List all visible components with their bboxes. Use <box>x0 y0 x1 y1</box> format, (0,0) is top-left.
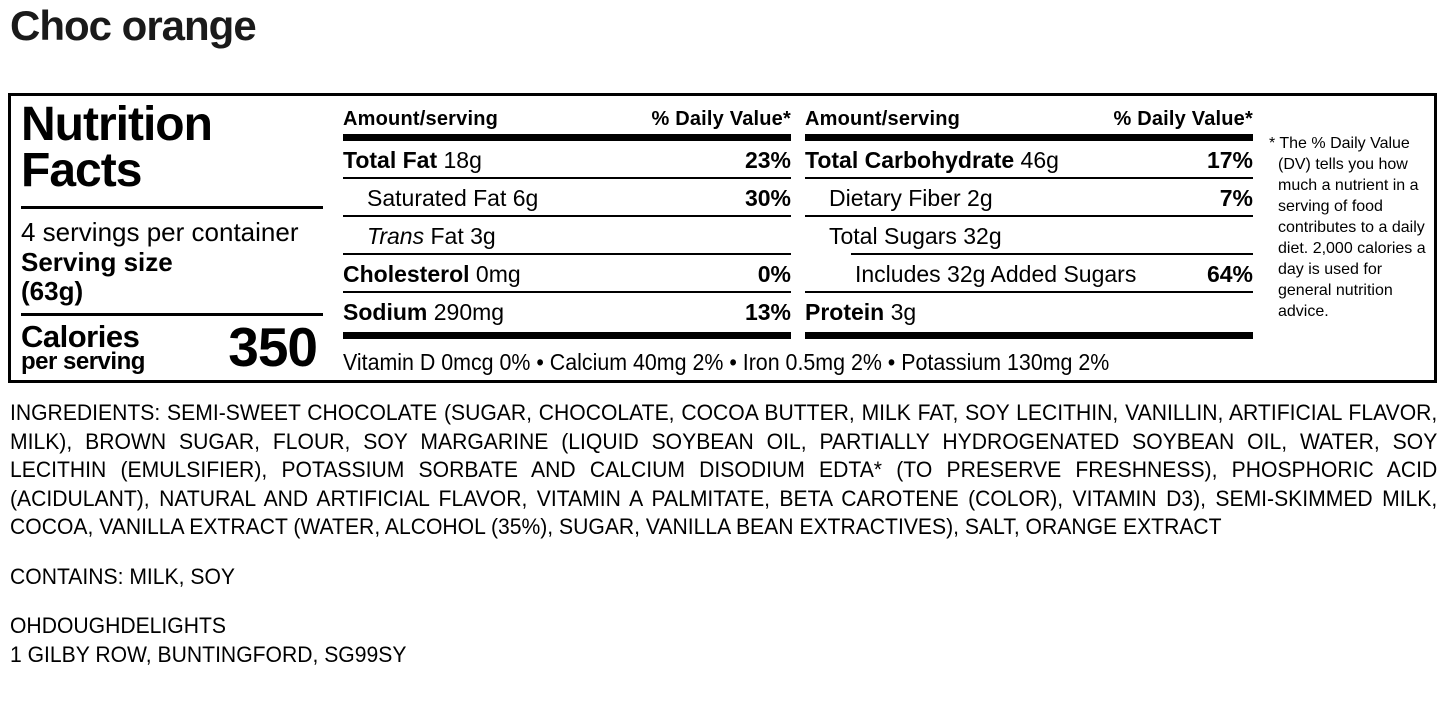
dv-saturated-fat: 30% <box>744 185 791 211</box>
calories-labels <box>21 319 145 375</box>
amount-per-serving-header: Amount/serving <box>805 108 961 130</box>
bottom-text-section <box>10 399 1437 669</box>
thick-divider <box>805 332 1253 339</box>
nutrient-row-total-sugars: Total Sugars 32g <box>829 223 1002 249</box>
ingredients-text: INGREDIENTS: SEMI-SWEET CHOCOLATE (SUGAR, CHOCOLATE, COCOA BUTTER, MILK FAT, SOY LECITHIN, VANILLIN, ARTIFICIAL FLAVOR, MILK), BROWN SUGAR, FLOUR, SOY MARGARINE (LIQUID SOYBEAN OIL, PARTIALLY HYDROGENATED SOYBEAN OIL, WATER, SOY LECITHIN (EMULSIFIER), POTASSIUM SORBATE AND CALCIUM DISODIUM EDTA* (TO PRESERVE FRESHNESS), PHOSPHORIC ACID (ACIDULANT), NATURAL AND ARTIFICIAL FLAVOR, VITAMIN A PALMITATE, BETA CAROTENE (COLOR), VITAMIN D3), SEMI-SKIMMED MILK, COCOA, VANILLA EXTRACT (WATER, ALCOHOL (35%), SUGAR, VANILLA BEAN EXTRACTIVES), SALT, ORANGE EXTRACT <box>10 400 1438 539</box>
dv-sodium: 13% <box>744 299 791 325</box>
thick-divider <box>343 134 791 141</box>
dv-total-fat: 23% <box>744 147 791 173</box>
nutrient-column-fat-sodium <box>343 96 791 339</box>
amount-per-serving-header: Amount/serving <box>343 108 499 130</box>
divider <box>21 206 323 209</box>
column-header <box>343 96 791 131</box>
nutrient-row-protein: Protein 3g <box>805 299 917 325</box>
calories-sublabel: per serving <box>21 348 145 375</box>
column-header <box>805 96 1253 131</box>
serving-size-value: (63g) <box>21 276 84 306</box>
nutrient-row-added-sugars: Includes 32g Added Sugars 64% <box>855 261 1253 287</box>
calories-value: 350 <box>228 316 317 378</box>
thick-divider <box>343 332 791 339</box>
manufacturer-block <box>10 612 1437 669</box>
serving-size-label: Serving size <box>21 247 173 277</box>
nutrition-facts-title-line1: Nutrition <box>21 98 212 151</box>
product-title: Choc orange <box>10 2 256 49</box>
nutrient-row-dietary-fiber: Dietary Fiber 2g 7% <box>829 185 1253 211</box>
daily-value-header: % Daily Value* <box>1113 108 1253 130</box>
manufacturer-address: 1 GILBY ROW, BUNTINGFORD, SG99SY <box>10 641 407 667</box>
contains-text: CONTAINS: MILK, SOY <box>10 563 236 589</box>
nutrition-facts-title <box>21 98 323 197</box>
manufacturer-name: OHDOUGHDELIGHTS <box>10 613 226 638</box>
servings-per-container: 4 servings per container <box>21 217 299 247</box>
thick-divider <box>805 134 1253 141</box>
nutrition-facts-panel <box>8 93 1437 383</box>
nutrition-facts-summary <box>11 96 337 380</box>
nutrient-column-carb-protein <box>805 96 1253 339</box>
dv-dietary-fiber: 7% <box>1219 185 1253 211</box>
nutrient-row-trans-fat: Trans Fat 3g <box>367 223 496 249</box>
nutrient-row-cholesterol: Cholesterol 0mg 0% <box>343 261 791 287</box>
nutrient-columns <box>343 96 1253 380</box>
dv-added-sugars: 64% <box>1206 261 1253 287</box>
daily-value-footnote: * The % Daily Value (DV) tells you how much a nutrient in a serving of food contributes to a daily diet. 2,000 calories a day is used for general nutrition advice. <box>1269 135 1426 320</box>
daily-value-header: % Daily Value* <box>651 108 791 130</box>
nutrition-facts-title-line2: Facts <box>21 144 142 197</box>
nutrient-row-saturated-fat: Saturated Fat 6g 30% <box>367 185 791 211</box>
dv-total-carbohydrate: 17% <box>1206 147 1253 173</box>
nutrient-row-sodium: Sodium 290mg 13% <box>343 299 791 325</box>
calories-label: Calories <box>21 319 140 354</box>
nutrient-row-total-fat: Total Fat 18g 23% <box>343 147 791 173</box>
calories-row <box>21 316 323 378</box>
micronutrients-line: Vitamin D 0mcg 0% • Calcium 40mg 2% • Iron 0.5mg 2% • Potassium 130mg 2% <box>343 349 1110 375</box>
nutrient-row-total-carbohydrate: Total Carbohydrate 46g 17% <box>805 147 1253 173</box>
dv-cholesterol: 0% <box>757 261 791 287</box>
